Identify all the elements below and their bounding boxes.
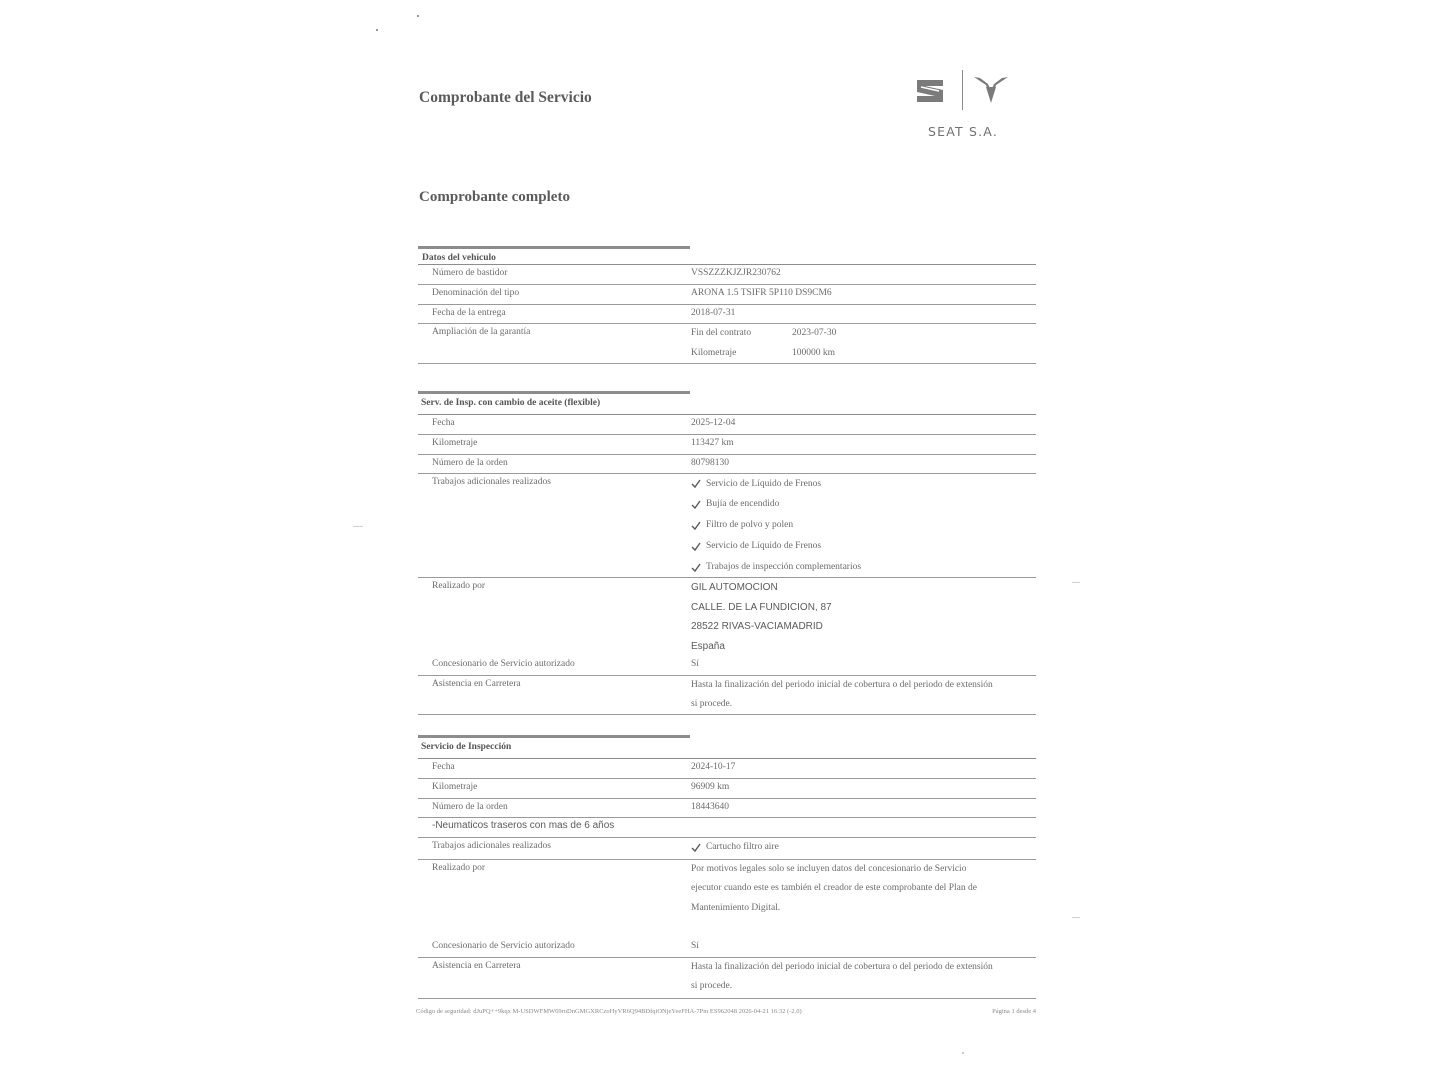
- s2-order-value: 18443640: [691, 801, 729, 812]
- s1-dealer-value: Sí: [691, 659, 699, 669]
- s1-order-label: Número de la orden: [432, 457, 508, 468]
- logo-divider: [962, 70, 963, 110]
- s2-dealer-label: Concesionario de Servicio autorizado: [432, 940, 575, 951]
- s2-dealer-row: [418, 938, 1036, 958]
- page-number: Página 1 desde 4: [992, 1008, 1036, 1015]
- s1-extra-text: Servicio de Líquido de Frenos: [706, 541, 822, 552]
- section-title: Servicio de Inspección: [421, 742, 512, 752]
- s1-order-value: 80798130: [691, 457, 729, 468]
- s1-assist-value: [691, 676, 1036, 714]
- page-footer: [416, 1008, 1036, 1015]
- s2-note-row: [418, 818, 1036, 838]
- s1-dealer-label: Concesionario de Servicio autorizado: [432, 659, 575, 669]
- s2-km-row: [418, 779, 1036, 799]
- checkmark-icon: [691, 843, 701, 853]
- s1-date-row: [418, 415, 1036, 435]
- company-name: SEAT S.A.: [927, 124, 999, 139]
- s2-done-by-value: [691, 860, 1036, 938]
- s1-date-label: Fecha: [432, 418, 455, 428]
- s1-assist-line: si procede.: [691, 699, 733, 709]
- document-title: Comprobante del Servicio: [419, 89, 592, 106]
- seat-cupra-logo: [912, 68, 1016, 148]
- s2-km-label: Kilometraje: [432, 782, 478, 792]
- s2-note: -Neumaticos traseros con mas de 6 años: [432, 820, 615, 831]
- s1-done-by-value: [691, 578, 1036, 656]
- s2-extra-row: [418, 838, 1036, 860]
- s1-extra-text: Trabajos de inspección complementarios: [706, 561, 862, 572]
- s2-extra-list: [691, 838, 1036, 859]
- type-row: [418, 285, 1036, 305]
- s2-assist-line: si procede.: [691, 981, 733, 991]
- s1-extra-item: [691, 557, 1036, 578]
- s1-assist-line: Hasta la finalización del periodo inicial de cobertura o del periodo de extensión: [691, 679, 993, 690]
- s2-done-by-line: ejecutor cuando este es también el creador de este comprobante del Plan de: [691, 883, 977, 893]
- s1-km-label: Kilometraje: [432, 438, 478, 448]
- s2-assist-value: [691, 958, 1036, 998]
- checkmark-icon: [691, 479, 701, 489]
- s1-extra-list: [691, 474, 1036, 577]
- warranty-label: Ampliación de la garantía: [432, 327, 531, 337]
- s1-km-value: 113427 km: [691, 438, 734, 448]
- s1-extra-item: [691, 536, 1036, 557]
- s2-km-value: 96909 km: [691, 782, 730, 792]
- service2-section: [418, 735, 1036, 999]
- s1-extra-row: [418, 474, 1036, 578]
- s2-done-by-label: Realizado por: [432, 862, 486, 873]
- s2-assist-label: Asistencia en Carretera: [432, 960, 521, 971]
- s2-order-row: [418, 799, 1036, 819]
- vin-row: [418, 265, 1036, 285]
- checkmark-icon: [691, 521, 701, 531]
- seat-logo-icon: [915, 77, 945, 105]
- section-title: Datos del vehículo: [422, 253, 496, 263]
- s2-extra-text: Cartucho filtro aire: [706, 842, 779, 853]
- dealer-name: GIL AUTOMOCION: [691, 582, 778, 593]
- s2-done-by-row: [418, 860, 1036, 938]
- s2-date-label: Fecha: [432, 762, 455, 772]
- delivery-label: Fecha de la entrega: [432, 307, 506, 318]
- scan-speck: [962, 1052, 964, 1054]
- s1-extra-item: [691, 495, 1036, 516]
- s2-date-value: 2024-10-17: [691, 762, 736, 772]
- s2-dealer-value: Sí: [691, 940, 699, 951]
- checkmark-icon: [691, 500, 701, 510]
- s1-extra-text: Servicio de Líquido de Frenos: [706, 478, 822, 489]
- s1-extra-item: [691, 474, 1036, 495]
- s2-date-row: [418, 759, 1036, 779]
- scan-mark: [1072, 917, 1080, 918]
- s1-date-value: 2025-12-04: [691, 418, 736, 428]
- contract-end-value: 2023-07-30: [792, 328, 837, 338]
- scan-mark: [353, 526, 363, 527]
- type-label: Denominación del tipo: [432, 288, 520, 298]
- s2-assist-row: [418, 958, 1036, 999]
- s2-extra-item: [691, 838, 1036, 859]
- s1-dealer-row: [418, 656, 1036, 676]
- s1-extra-text: Bujía de encendido: [706, 499, 780, 510]
- security-code: Código de seguridad: dJuPQ++9kqx M-USDWFMW69ruDnGMGXRCzoHyVR6Q94BDfqiONjeYeeFHA-7Pm ES962048 2026-04-21 16:32 (-2.0): [416, 1008, 802, 1015]
- s1-extra-label: Trabajos adicionales realizados: [432, 477, 551, 487]
- service1-section: [418, 391, 1036, 715]
- scan-mark: [1072, 582, 1080, 583]
- s2-assist-line: Hasta la finalización del periodo inicial de cobertura o del periodo de extensión: [691, 961, 993, 972]
- delivery-value: 2018-07-31: [691, 307, 736, 318]
- type-value: ARONA 1.5 TSIFR 5P110 DS9CM6: [691, 288, 832, 298]
- document-subtitle: Comprobante completo: [419, 189, 570, 205]
- warranty-mileage-label: Kilometraje: [691, 347, 737, 358]
- contract-end-label: Fin del contrato: [691, 328, 752, 338]
- s1-assist-label: Asistencia en Carretera: [432, 678, 521, 689]
- dealer-street: CALLE. DE LA FUNDICION, 87: [691, 601, 832, 613]
- s1-done-by-row: [418, 578, 1036, 656]
- vin-value: VSSZZZKJZJR230762: [691, 268, 781, 278]
- warranty-value: [691, 324, 1036, 363]
- s2-order-label: Número de la orden: [432, 801, 508, 812]
- s1-km-row: [418, 435, 1036, 455]
- cupra-logo-icon: [972, 75, 1010, 105]
- s2-done-by-line: Mantenimiento Digital.: [691, 902, 781, 913]
- warranty-mileage: [691, 344, 1036, 364]
- s2-done-by-line: Por motivos legales solo se incluyen datos del concesionario de Servicio: [691, 863, 967, 874]
- contract-end: [691, 324, 1036, 344]
- s1-extra-text: Filtro de polvo y polen: [706, 520, 794, 531]
- checkmark-icon: [691, 542, 701, 552]
- dealer-country: España: [691, 640, 725, 652]
- s1-order-row: [418, 455, 1036, 475]
- warranty-row: [418, 324, 1036, 364]
- scan-speck: [376, 29, 378, 31]
- warranty-mileage-value: 100000 km: [792, 347, 836, 358]
- s1-assist-row: [418, 676, 1036, 715]
- vin-label: Número de bastidor: [432, 268, 508, 278]
- delivery-row: [418, 305, 1036, 325]
- dealer-city: 28522 RIVAS-VACIAMADRID: [691, 621, 823, 632]
- section-title: Serv. de Insp. con cambio de aceite (flexible): [421, 398, 601, 408]
- s1-done-by-label: Realizado por: [432, 581, 486, 591]
- s1-extra-item: [691, 516, 1036, 537]
- vehicle-section: [418, 246, 1036, 364]
- scan-speck: [417, 15, 419, 17]
- checkmark-icon: [691, 563, 701, 573]
- s2-extra-label: Trabajos adicionales realizados: [432, 840, 551, 851]
